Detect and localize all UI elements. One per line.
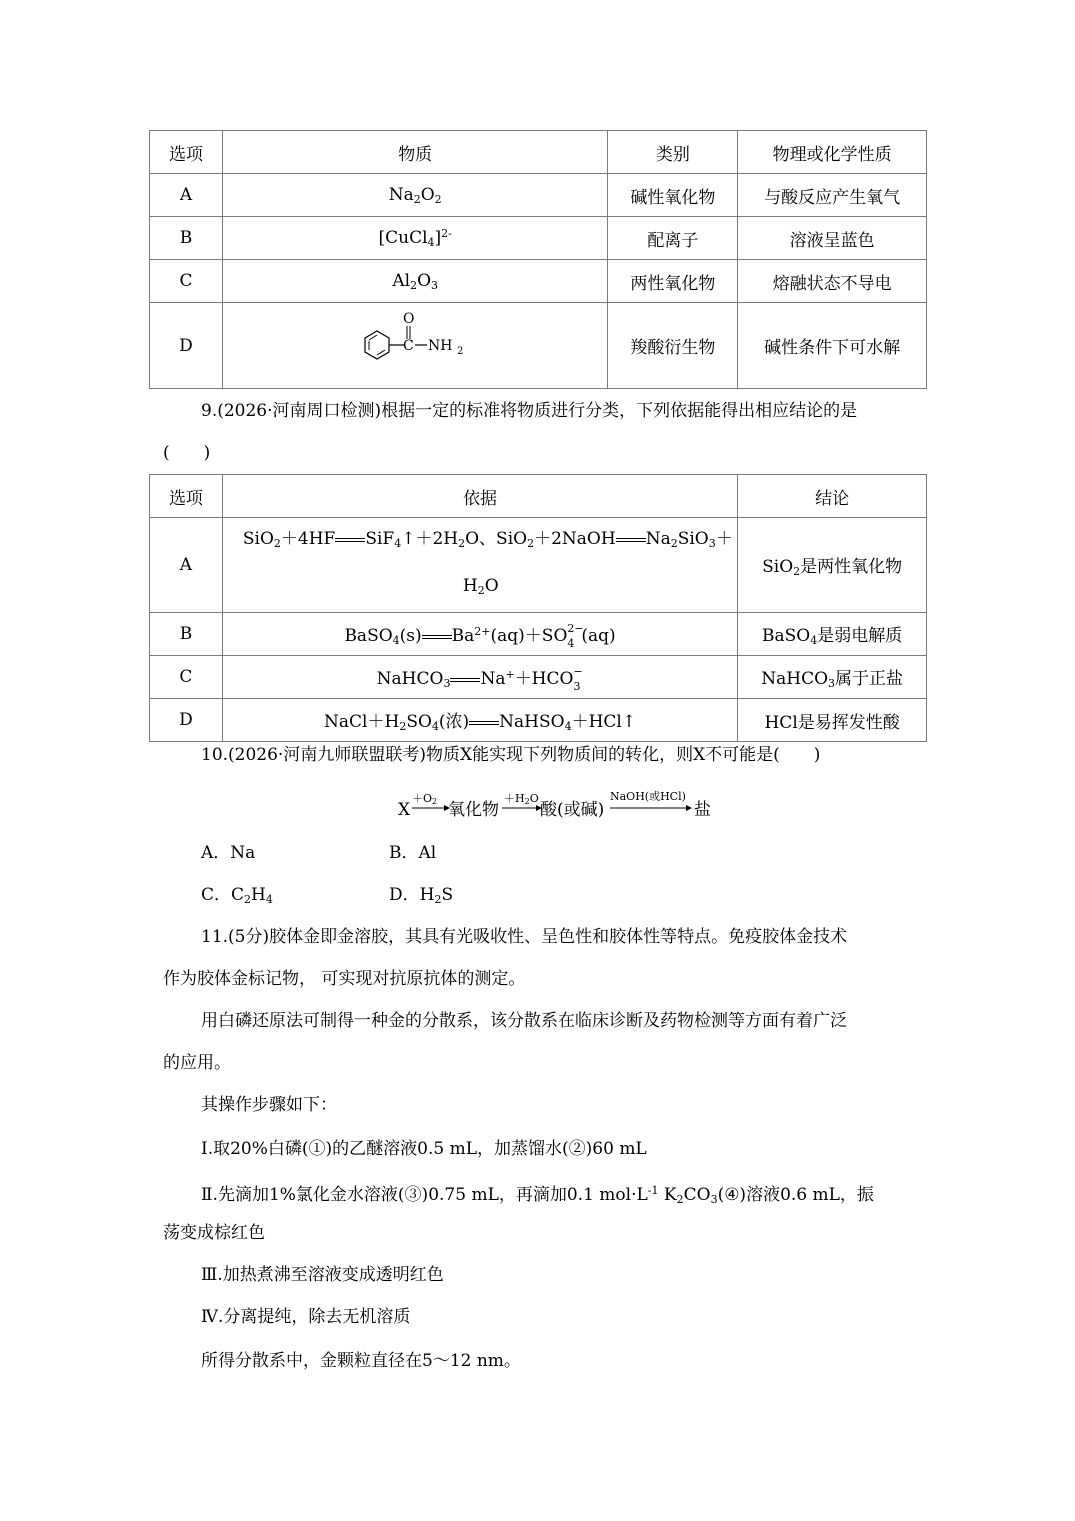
structure-oxygen: O bbox=[403, 311, 415, 327]
option-cell: D bbox=[150, 699, 223, 742]
properties-table bbox=[149, 130, 927, 389]
conclusion-cell: HCl是易挥发性酸 bbox=[738, 699, 927, 742]
scheme-arrow2-label: ＋H2O bbox=[504, 792, 539, 806]
scheme-acid-base: 酸(或碱) bbox=[540, 800, 605, 820]
header-cell: 依据 bbox=[222, 475, 737, 518]
step-1: Ⅰ.取20%白磷(①)的乙醚溶液0.5 mL，加蒸馏水(②)60 mL bbox=[201, 1139, 647, 1159]
equal-sign-icon bbox=[469, 721, 499, 725]
header-cell: 结论 bbox=[738, 475, 927, 518]
option-a: A．Na bbox=[201, 843, 256, 863]
question-11-line: 作为胶体金标记物， 可实现对抗原抗体的测定。 bbox=[163, 969, 526, 989]
classification-table bbox=[149, 474, 927, 742]
table-header-row bbox=[150, 131, 927, 174]
step-3: Ⅲ.加热煮沸至溶液变成透明红色 bbox=[201, 1265, 444, 1285]
question-10-stem: 10.(2026·河南九师联盟联考)物质X能实现下列物质间的转化，则X不可能是( ) bbox=[201, 745, 821, 765]
property-cell: 与酸反应产生氧气 bbox=[738, 174, 927, 217]
option-cell: D bbox=[150, 303, 223, 389]
header-cell: 选项 bbox=[150, 475, 223, 518]
category-cell: 配离子 bbox=[608, 217, 738, 260]
table-row bbox=[150, 217, 927, 260]
conclusion-cell: BaSO$_4$是弱电解质 bbox=[738, 613, 927, 656]
basis-cell: NaHCO$_3$ Na+＋HCO − 3 bbox=[222, 656, 737, 699]
step-2: Ⅱ.先滴加1%氯化金水溶液(③)0.75 mL，再滴加0.1 $mol\cdot L^{-1}$ $K_2CO_3(④)$溶液0.6 mL，振 bbox=[201, 1184, 874, 1206]
header-cell: 类别 bbox=[608, 131, 738, 174]
option-b: B．Al bbox=[389, 843, 437, 863]
result-line: 所得分散系中，金颗粒直径在5～12 nm。 bbox=[201, 1351, 521, 1371]
scheme-x: X bbox=[398, 800, 411, 820]
property-cell: 熔融状态不导电 bbox=[738, 260, 927, 303]
equal-sign-icon bbox=[335, 538, 365, 542]
substance-cell: [CuCl$_4$]$^{2-}$ bbox=[222, 217, 608, 260]
property-cell: 溶液呈蓝色 bbox=[738, 217, 927, 260]
table-header-row bbox=[150, 475, 927, 518]
basis-cell: SiO$_2$＋4HF $SiF_4↑+2H_2O$、SiO$_2$＋2NaOH $Na_2SiO_3+$ $H_2O$ bbox=[222, 518, 737, 613]
conclusion-cell: NaHCO$_3$属于正盐 bbox=[738, 656, 927, 699]
table-row bbox=[150, 174, 927, 217]
structure-sub2: 2 bbox=[457, 346, 464, 357]
equal-sign-icon bbox=[450, 678, 480, 682]
structure-carbon: C bbox=[403, 338, 414, 354]
question-11-line: 11.(5分)胶体金即金溶胶，其具有光吸收性、呈色性和胶体性等特点。免疫胶体金技术 bbox=[201, 927, 848, 947]
equal-sign-icon bbox=[616, 538, 646, 542]
option-cell: C bbox=[150, 260, 223, 303]
table-row bbox=[150, 613, 927, 656]
table-row bbox=[150, 303, 927, 389]
substance-cell bbox=[222, 303, 608, 389]
conversion-scheme bbox=[398, 786, 728, 826]
category-cell: 碱性氧化物 bbox=[608, 174, 738, 217]
option-cell: B bbox=[150, 217, 223, 260]
header-cell: 选项 bbox=[150, 131, 223, 174]
option-c: C．$C_2H_4$ bbox=[201, 885, 273, 906]
conclusion-cell: SiO$_2$是两性氧化物 bbox=[738, 518, 927, 613]
structure-amine: NH bbox=[428, 338, 453, 354]
question-11-line: 的应用。 bbox=[163, 1053, 231, 1073]
basis-cell: BaSO$_4$(s) $Ba^{2+}(aq)+SO$ 2− 4 (aq) bbox=[222, 613, 737, 656]
header-cell: 物质 bbox=[222, 131, 608, 174]
option-cell: A bbox=[150, 174, 223, 217]
question-11-line: 用白磷还原法可制得一种金的分散系，该分散系在临床诊断及药物检测等方面有着广泛 bbox=[201, 1011, 847, 1031]
table-row bbox=[150, 656, 927, 699]
benzamide-structure bbox=[345, 308, 485, 378]
property-cell: 碱性条件下可水解 bbox=[738, 303, 927, 389]
table-row bbox=[150, 518, 927, 613]
basis-cell: $NaCl+H_2SO_4$(浓) NaHSO$_4$＋HCl↑ bbox=[222, 699, 737, 742]
scheme-arrow3-label: NaOH(或HCl) bbox=[610, 790, 686, 803]
question-9-stem: 9.(2026·河南周口检测)根据一定的标准将物质进行分类，下列依据能得出相应结论的是 bbox=[201, 401, 858, 421]
substance-cell: $Na_2O_2$ bbox=[222, 174, 608, 217]
option-cell: C bbox=[150, 656, 223, 699]
scheme-salt: 盐 bbox=[694, 800, 711, 820]
question-9-bracket: ( ) bbox=[163, 443, 211, 463]
category-cell: 两性氧化物 bbox=[608, 260, 738, 303]
header-cell: 物理或化学性质 bbox=[738, 131, 927, 174]
step-2-continued: 荡变成棕红色 bbox=[163, 1223, 265, 1243]
category-cell: 羧酸衍生物 bbox=[608, 303, 738, 389]
equal-sign-icon bbox=[422, 635, 452, 639]
scheme-oxide: 氧化物 bbox=[448, 800, 499, 820]
scheme-arrow1-label: ＋O2 bbox=[412, 792, 438, 806]
option-cell: B bbox=[150, 613, 223, 656]
option-cell: A bbox=[150, 518, 223, 613]
option-d: D．$H_2S$ bbox=[389, 885, 454, 906]
table-row bbox=[150, 260, 927, 303]
question-11-line: 其操作步骤如下： bbox=[201, 1095, 337, 1115]
step-4: Ⅳ.分离提纯，除去无机溶质 bbox=[201, 1307, 411, 1327]
substance-cell: $Al_2O_3$ bbox=[222, 260, 608, 303]
